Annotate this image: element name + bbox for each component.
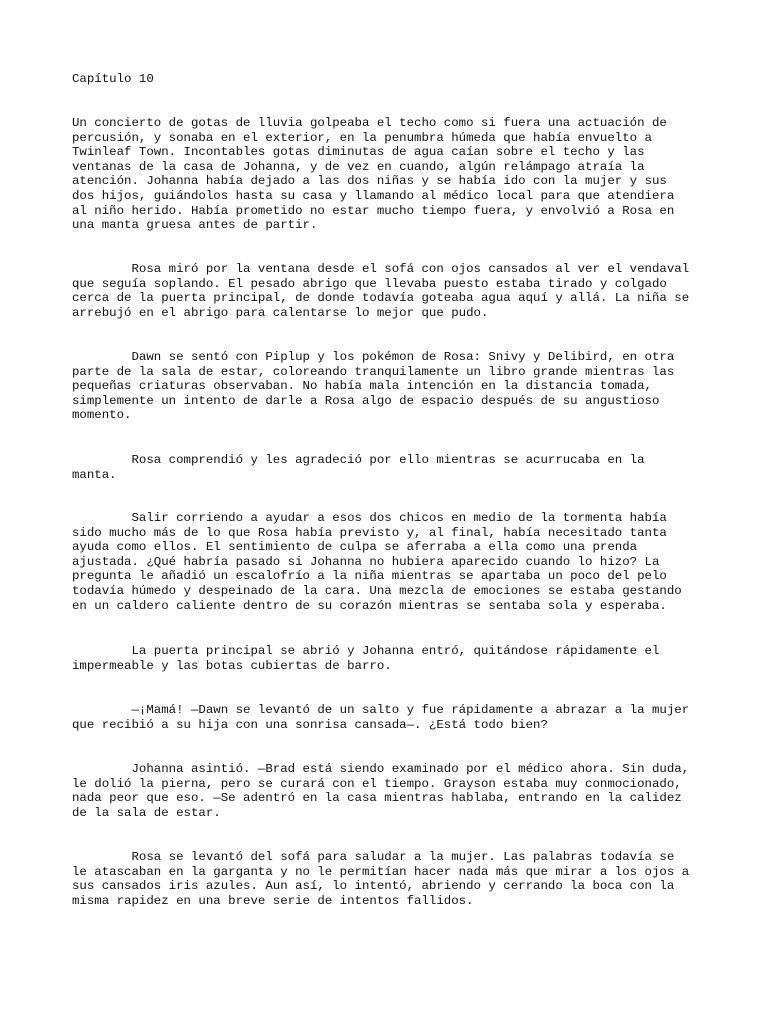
paragraph: Rosa miró por la ventana desde el sofá con ojos cansados al ver el vendaval que seguía soplando. El pesado abrigo que llevaba puesto estaba tirado y colgado cerca de la puerta principal, de donde todavía goteaba agua aquí y allá. La niña se arrebujó en el abrigo para calentarse lo mejor que pudo. [72, 262, 690, 320]
chapter-title: Capítulo 10 [72, 72, 154, 86]
paragraph: Rosa se levantó del sofá para saludar a la mujer. Las palabras todavía se le atascaban en la garganta y no le permitían hacer nada más que mirar a los ojos a sus cansados iris azules. Aun así, lo intentó, abriendo y cerrando la boca con la misma rapidez en una breve serie de intentos fallidos. [72, 850, 690, 908]
paragraph: Salir corriendo a ayudar a esos dos chicos en medio de la tormenta había sido mucho más de lo que Rosa había previsto y, al final, había necesitado tanta ayuda como ellos. El sentimiento de culpa se aferraba a ella como una prenda ajustada. ¿Qué habría pasado si Johanna no hubiera aparecido cuando lo hizo? La pregunta le añadió un escalofrío a la niña mientras se apartaba un poco del pelo todavía húmedo y despeinado de la cara. Una mezcla de emociones se estaba gestando en un caldero caliente dentro de su corazón mientras se sentaba sola y esperaba. [72, 511, 682, 613]
paragraph: La puerta principal se abrió y Johanna entró, quitándose rápidamente el impermeable y las botas cubiertas de barro. [72, 644, 660, 673]
paragraph: —¡Mamá! —Dawn se levantó de un salto y fue rápidamente a abrazar a la mujer que recibió a su hija con una sonrisa cansada—. ¿Está todo bien? [72, 703, 690, 732]
paragraph: Johanna asintió. —Brad está siendo examinado por el médico ahora. Sin duda, le dolió la pierna, pero se curará con el tiempo. Grayson estaba muy conmocionado, nada peor que eso. —Se adentró en la casa mientras hablaba, entrando en la calidez de la sala de estar. [72, 762, 690, 820]
paragraph: Un concierto de gotas de lluvia golpeaba el techo como si fuera una actuación de percusión, y sonaba en el exterior, en la penumbra húmeda que había envuelto a Twinleaf Town. Incontables gotas diminutas de agua caían sobre el techo y las ventanas de la casa de Johanna, y de vez en cuando, algún relámpago atraía la atención. Johanna había dejado a las dos niñas y se había ido con la mujer y sus dos hijos, guiándolos hasta su casa y llamando al médico local para que atendiera al niño herido. Había prometido no estar mucho tiempo fuera, y envolvió a Rosa en una manta gruesa antes de partir. [72, 116, 675, 233]
paragraph: Rosa comprendió y les agradeció por ello mientras se acurrucaba en la manta. [72, 453, 645, 482]
paragraph: Dawn se sentó con Piplup y los pokémon de Rosa: Snivy y Delibird, en otra parte de la sala de estar, coloreando tranquilamente un libro grande mientras las pequeñas criaturas observaban. No había mala intención en la distancia tomada, simplemente un intento de darle a Rosa algo de espacio después de su angustioso momento. [72, 350, 675, 423]
